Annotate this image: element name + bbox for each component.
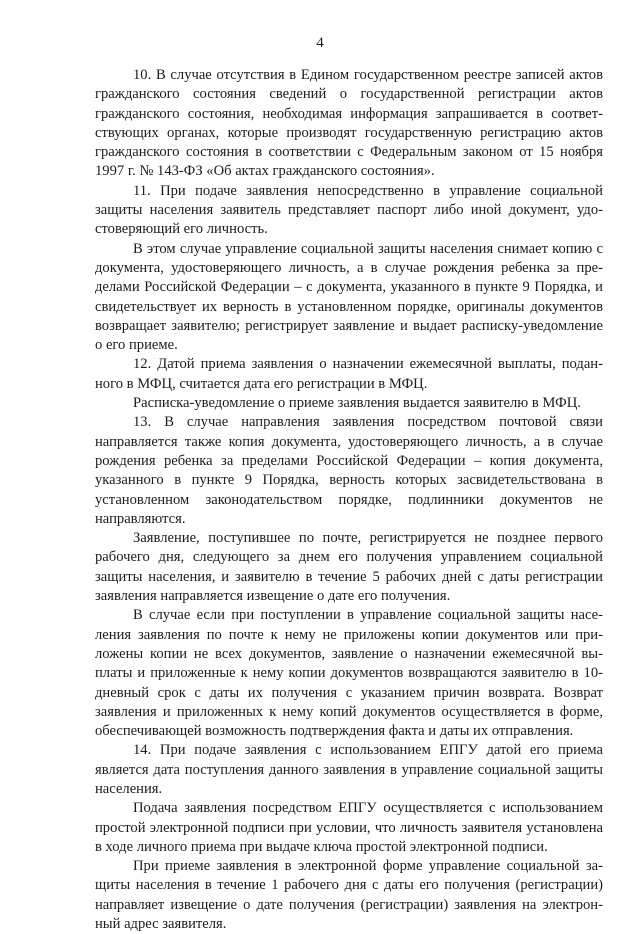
paragraph-14-notification: При приеме заявления в электронной форме управление социальной защиты населения в течение 1 рабочего дня с даты его получения (регистрации) направляет извещение о дате получения (регистрации) заявления на электронный адрес заявителя. xyxy=(95,858,603,933)
paragraph-11-copy-procedure: В этом случае управление социальной защиты населения снимает копию с документа, удостоверяющего личность, а в случае рождения ребенка за пределами Российской Федерации – с документа, указанного в пункте 9 Порядка, и свидетельствует их верность в установленном порядке, оригиналы документов возвращает заявителю; регистрирует заявление и выдает расписку-уведомление о его приеме. xyxy=(95,240,603,354)
paragraph-12: 12. Датой приема заявления о назначении ежемесячной выплаты, поданного в МФЦ, считается дата его регистрации в МФЦ. xyxy=(95,356,603,392)
paragraph-10: 10. В случае отсутствия в Едином государственном реестре записей актов гражданского состояния сведений о государственной регистрации актов гражданского состояния, необходимая информация запрашивается в соответствующих органах, которые производят государственную регистрацию актов гражданского состояния в соответствии с Федеральным законом от 15 ноября 1997 г. № 143-ФЗ «Об актах гражданского состояния». xyxy=(95,67,603,180)
document-body xyxy=(95,66,603,934)
paragraph-12-receipt: Расписка-уведомление о приеме заявления выдается заявителю в МФЦ. xyxy=(133,395,581,412)
paragraph-13-mail-registration: Заявление, поступившее по почте, регистрируется не позднее первого рабочего дня, следующего за днем его получения управлением социальной защиты населения, и заявителю в течение 5 рабочих дней с даты регистрации заявления направляется извещение о дате его получения. xyxy=(95,530,603,605)
page-number: 4 xyxy=(316,35,324,51)
paragraph-14-signature: Подача заявления посредством ЕПГУ осуществляется с использованием простой электронной подписи при условии, что личность заявителя установлена в ходе личного приема при выдаче ключа простой электронной подписи. xyxy=(95,800,603,855)
paragraph-13-return: В случае если при поступлении в управление социальной защиты населения заявления по почте к нему не приложены копии документов или приложены копии не всех документов, заявление о назначении ежемесячной выплаты и приложенные к нему копии документов возвращаются заявителю в 10-дневный срок с даты их получения с указанием причин возврата. Возврат заявления и приложенных к нему копий документов осуществляется в форме, обеспечивающей возможность подтверждения факта и даты их отправления. xyxy=(95,607,603,740)
paragraph-13: 13. В случае направления заявления посредством почтовой связи направляется также копия документа, удостоверяющего личность, а в случае рождения ребенка за пределами Российской Федерации – копия документа, указанного в пункте 9 Порядка, верность которых засвидетельствована в установленном законодательством порядке, подлинники документов не направляются. xyxy=(95,414,603,527)
paragraph-14: 14. При подаче заявления с использованием ЕПГУ датой его приема является дата поступления данного заявления в управление социальной защиты населения. xyxy=(95,742,603,797)
paragraph-11: 11. При подаче заявления непосредственно в управление социальной защиты населения заявитель представляет паспорт либо иной документ, удостоверяющий его личность. xyxy=(95,182,603,238)
